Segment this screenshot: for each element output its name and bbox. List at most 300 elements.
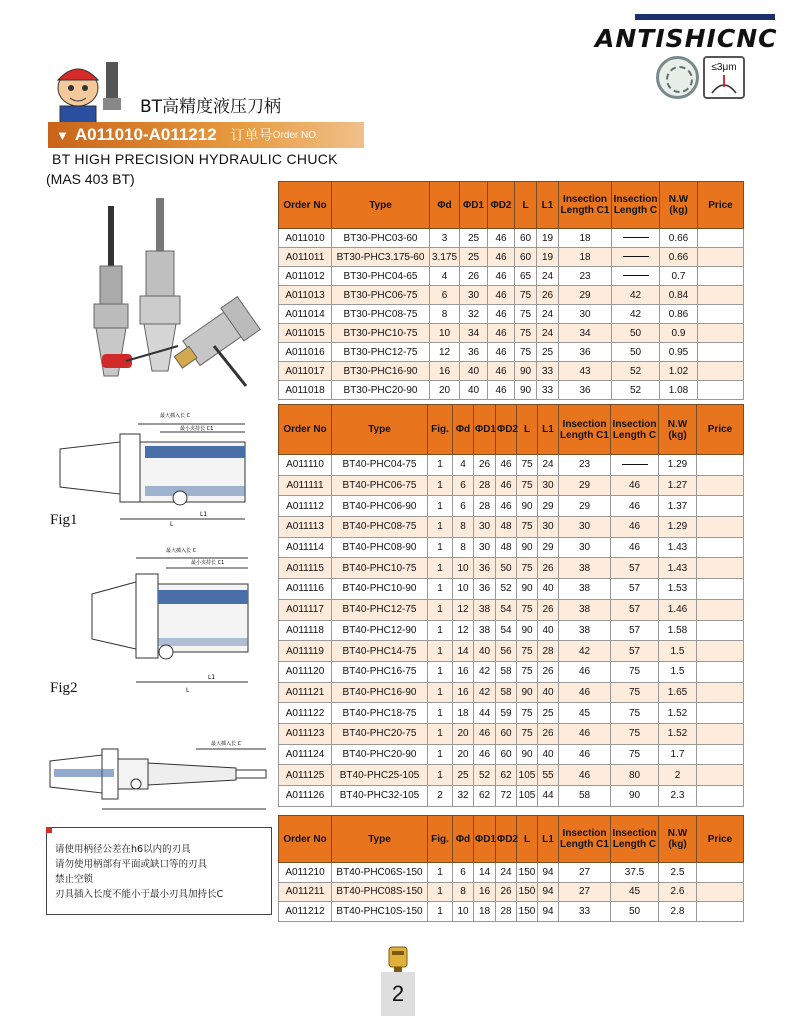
table-cell: A011124 xyxy=(279,744,332,765)
table-cell: 150 xyxy=(517,863,538,883)
table-cell: 75 xyxy=(515,343,537,362)
table-cell: 48 xyxy=(496,537,517,558)
dash-icon xyxy=(622,464,648,465)
table-cell: BT40-PHC06S-150 xyxy=(332,863,428,883)
table-cell: 75 xyxy=(517,703,538,724)
table-cell: 32 xyxy=(453,786,474,807)
table-cell: 29 xyxy=(538,496,559,517)
table-cell: 75 xyxy=(611,703,659,724)
table-cell: 19 xyxy=(537,229,559,248)
column-header: Price xyxy=(697,816,744,863)
svg-text:最小夹持长 C1: 最小夹持长 C1 xyxy=(191,560,225,566)
table-cell: A011113 xyxy=(279,517,332,538)
svg-text:L1: L1 xyxy=(208,674,216,681)
table-cell xyxy=(697,902,744,922)
table-cell: BT40-PHC18-75 xyxy=(332,703,428,724)
bt40-spec-table xyxy=(278,404,744,807)
table-cell: 10 xyxy=(453,579,474,600)
column-header: ΦD1 xyxy=(474,816,496,863)
table-cell: 46 xyxy=(559,723,611,744)
column-header: L1 xyxy=(538,816,559,863)
table-cell: 36 xyxy=(559,343,612,362)
table-cell: 75 xyxy=(517,475,538,496)
table-cell: 1 xyxy=(428,723,453,744)
table-cell: 94 xyxy=(538,882,559,902)
column-header: Insection Length C xyxy=(612,182,660,229)
brand-bar xyxy=(635,14,775,20)
table-row xyxy=(279,599,744,620)
table-cell: 80 xyxy=(611,765,659,786)
table-cell: 90 xyxy=(517,579,538,600)
table-cell: 75 xyxy=(517,723,538,744)
table-cell: 46 xyxy=(611,517,659,538)
table-cell: 26 xyxy=(474,455,496,476)
table-cell: 30 xyxy=(559,517,611,538)
table-cell: 1 xyxy=(428,863,453,883)
table-cell: A011123 xyxy=(279,723,332,744)
table-cell: BT40-PHC08S-150 xyxy=(332,882,428,902)
title-en: BT HIGH PRECISION HYDRAULIC CHUCK xyxy=(52,151,338,167)
table-cell: 26 xyxy=(537,286,559,305)
table-cell: A011013 xyxy=(279,286,332,305)
table-cell: A011121 xyxy=(279,682,332,703)
table-cell: 1.46 xyxy=(659,599,697,620)
table-row xyxy=(279,558,744,579)
svg-text:最大插入长 C: 最大插入长 C xyxy=(166,548,197,554)
svg-text:L: L xyxy=(170,521,174,528)
table-cell: 1 xyxy=(428,682,453,703)
table-cell: BT40-PHC16-90 xyxy=(332,682,428,703)
page-number: 2 xyxy=(381,972,415,1016)
table-cell: 25 xyxy=(460,229,488,248)
brand-name: ANTISHICNC xyxy=(595,24,778,53)
column-header: Insection Length C1 xyxy=(559,182,612,229)
mascot-small-icon xyxy=(386,945,410,973)
mascot-icon xyxy=(48,58,132,128)
table-cell: 75 xyxy=(515,286,537,305)
table-cell: 105 xyxy=(517,765,538,786)
table-cell: A011212 xyxy=(279,902,332,922)
svg-text:L1: L1 xyxy=(200,511,208,518)
table-cell: 60 xyxy=(496,744,517,765)
column-header: Type xyxy=(332,816,428,863)
table-cell: 1 xyxy=(428,641,453,662)
table-cell: BT40-PHC10-75 xyxy=(332,558,428,579)
note-item: 刃具插入长度不能小于最小刃具加持长C xyxy=(55,889,224,900)
table-cell: 44 xyxy=(538,786,559,807)
table-cell: 4 xyxy=(430,267,460,286)
table-cell: 1 xyxy=(428,902,453,922)
table-cell: 28 xyxy=(474,496,496,517)
table-cell: A011118 xyxy=(279,620,332,641)
table-row xyxy=(279,620,744,641)
table-cell: 30 xyxy=(559,537,611,558)
table-cell: 46 xyxy=(559,765,611,786)
table-cell: 2.3 xyxy=(659,786,697,807)
table-cell: 12 xyxy=(430,343,460,362)
precision-gauge-icon xyxy=(656,56,699,99)
table-header-row xyxy=(279,405,744,455)
table-cell: 1 xyxy=(428,744,453,765)
table-cell: 52 xyxy=(496,579,517,600)
title-cn: BT高精度液压刀柄 xyxy=(140,97,282,117)
table-cell: 24 xyxy=(538,455,559,476)
table-cell: 32 xyxy=(460,305,488,324)
table-cell: 3.175 xyxy=(430,248,460,267)
table-cell: 90 xyxy=(611,786,659,807)
table-cell: 14 xyxy=(453,641,474,662)
table-cell: 46 xyxy=(488,324,515,343)
table-cell: 1.58 xyxy=(659,620,697,641)
table-cell: 75 xyxy=(515,324,537,343)
table-cell: 40 xyxy=(538,744,559,765)
table-cell: 90 xyxy=(517,744,538,765)
table-cell: 1.52 xyxy=(659,703,697,724)
table-cell: 26 xyxy=(538,599,559,620)
note-item: 请使用柄径公差在h6以内的刃具 xyxy=(55,844,191,855)
table-cell: 75 xyxy=(517,661,538,682)
table-row xyxy=(279,641,744,662)
table-cell: 14 xyxy=(474,863,496,883)
table-cell xyxy=(697,517,744,538)
table-cell: A011126 xyxy=(279,786,332,807)
table-cell xyxy=(698,362,744,381)
column-header: N.W (kg) xyxy=(659,816,697,863)
table-cell: A011122 xyxy=(279,703,332,724)
table-cell: BT30-PHC12-75 xyxy=(332,343,430,362)
table-cell: BT40-PHC06-75 xyxy=(332,475,428,496)
table-cell xyxy=(697,496,744,517)
table-cell xyxy=(697,475,744,496)
table-cell: A011125 xyxy=(279,765,332,786)
table-cell: 1 xyxy=(428,882,453,902)
table-cell: 6 xyxy=(430,286,460,305)
table-cell: BT30-PHC04-65 xyxy=(332,267,430,286)
table-cell: 24 xyxy=(496,863,517,883)
table-cell xyxy=(697,537,744,558)
column-header: ΦD2 xyxy=(488,182,515,229)
figure-2-label: Fig2 xyxy=(50,680,78,696)
table-cell: 1.43 xyxy=(659,537,697,558)
table-row xyxy=(279,517,744,538)
table-cell: 40 xyxy=(538,620,559,641)
table-cell: 90 xyxy=(517,537,538,558)
table-cell xyxy=(697,579,744,600)
table-cell xyxy=(612,248,660,267)
column-header: ΦD2 xyxy=(496,405,517,455)
table-cell xyxy=(698,229,744,248)
table-cell: 50 xyxy=(611,902,659,922)
table-cell: 46 xyxy=(496,455,517,476)
table-cell: 1 xyxy=(428,558,453,579)
table-cell: BT30-PHC10-75 xyxy=(332,324,430,343)
table-cell: 65 xyxy=(515,267,537,286)
table-cell: 1.29 xyxy=(659,517,697,538)
table-cell: A011211 xyxy=(279,882,332,902)
table-cell: A011210 xyxy=(279,863,332,883)
table-cell: 38 xyxy=(474,620,496,641)
bt30-spec-table xyxy=(278,181,744,400)
table-cell: 30 xyxy=(460,286,488,305)
table-cell: 12 xyxy=(453,599,474,620)
table-cell xyxy=(611,455,659,476)
bt40-slim-spec-table xyxy=(278,815,744,922)
table-cell: 27 xyxy=(559,863,611,883)
table-cell: 52 xyxy=(612,381,660,400)
table-cell: 57 xyxy=(611,599,659,620)
table-cell: 18 xyxy=(453,703,474,724)
table-cell: 1 xyxy=(428,599,453,620)
table-cell: A011120 xyxy=(279,661,332,682)
table-cell: 40 xyxy=(460,381,488,400)
table-cell: BT40-PHC20-90 xyxy=(332,744,428,765)
table-cell: 33 xyxy=(537,362,559,381)
table-cell: A011014 xyxy=(279,305,332,324)
table-cell: 10 xyxy=(453,902,474,922)
column-header: L1 xyxy=(538,405,559,455)
table-row xyxy=(279,475,744,496)
table-cell: 26 xyxy=(538,661,559,682)
column-header: N.W (kg) xyxy=(660,182,698,229)
table-cell: 90 xyxy=(515,381,537,400)
table-cell: A011112 xyxy=(279,496,332,517)
table-row xyxy=(279,765,744,786)
table-row xyxy=(279,286,744,305)
table-cell: 58 xyxy=(559,786,611,807)
table-header-row xyxy=(279,182,744,229)
column-header: Type xyxy=(332,405,428,455)
table-cell xyxy=(698,324,744,343)
table-cell: 57 xyxy=(611,641,659,662)
table-cell: 33 xyxy=(559,902,611,922)
table-cell: 25 xyxy=(538,703,559,724)
product-photo xyxy=(86,196,276,396)
table-cell: 46 xyxy=(488,362,515,381)
column-header: Insection Length C1 xyxy=(559,816,611,863)
table-cell: 23 xyxy=(559,267,612,286)
table-cell: 1.5 xyxy=(659,661,697,682)
table-cell: 20 xyxy=(453,723,474,744)
table-cell: 1 xyxy=(428,765,453,786)
table-cell: 75 xyxy=(611,723,659,744)
table-cell: 94 xyxy=(538,902,559,922)
table-cell: BT40-PHC25-105 xyxy=(332,765,428,786)
table-cell: 48 xyxy=(496,517,517,538)
usage-notes xyxy=(46,827,272,915)
table-cell: 33 xyxy=(537,381,559,400)
table-cell: A011016 xyxy=(279,343,332,362)
table-cell: 24 xyxy=(537,267,559,286)
table-cell: 90 xyxy=(517,682,538,703)
table-cell: 29 xyxy=(559,286,612,305)
figure-3-drawing xyxy=(46,735,276,817)
table-cell: BT40-PHC10S-150 xyxy=(332,902,428,922)
table-row xyxy=(279,902,744,922)
table-cell: 75 xyxy=(611,744,659,765)
table-cell: 38 xyxy=(474,599,496,620)
column-header: ΦD1 xyxy=(460,182,488,229)
dash-icon xyxy=(623,237,649,238)
table-cell: 90 xyxy=(515,362,537,381)
table-cell: 8 xyxy=(453,537,474,558)
table-cell: 2 xyxy=(428,786,453,807)
column-header: Order No xyxy=(279,816,332,863)
table-cell: 26 xyxy=(538,558,559,579)
column-header: Insection Length C1 xyxy=(559,405,611,455)
table-cell: 1.7 xyxy=(659,744,697,765)
table-cell: 2.6 xyxy=(659,882,697,902)
table-cell: A011015 xyxy=(279,324,332,343)
table-cell: 16 xyxy=(453,682,474,703)
table-cell: BT40-PHC10-90 xyxy=(332,579,428,600)
svg-text:最小夹持长 C1: 最小夹持长 C1 xyxy=(180,426,214,432)
table-cell: 1 xyxy=(428,661,453,682)
table-cell: 1.53 xyxy=(659,579,697,600)
table-cell: 62 xyxy=(474,786,496,807)
table-cell: 24 xyxy=(537,324,559,343)
table-row xyxy=(279,703,744,724)
table-cell: BT30-PHC16-90 xyxy=(332,362,430,381)
table-cell: 26 xyxy=(538,723,559,744)
table-cell: BT40-PHC08-75 xyxy=(332,517,428,538)
table-cell: 1 xyxy=(428,620,453,641)
table-cell: 75 xyxy=(611,661,659,682)
column-header: Order No xyxy=(279,405,332,455)
table-cell: 18 xyxy=(559,229,612,248)
table-cell: 60 xyxy=(496,723,517,744)
svg-text:最大插入长 C: 最大插入长 C xyxy=(211,741,242,747)
table-row xyxy=(279,229,744,248)
table-cell: 27 xyxy=(559,882,611,902)
table-cell: 90 xyxy=(517,496,538,517)
table-cell: 40 xyxy=(538,579,559,600)
table-cell: BT40-PHC06-90 xyxy=(332,496,428,517)
note-item: 禁止空锁 xyxy=(55,874,94,885)
table-cell: 46 xyxy=(488,305,515,324)
column-header: Order No xyxy=(279,182,332,229)
table-cell: 16 xyxy=(430,362,460,381)
table-cell: 46 xyxy=(488,248,515,267)
table-cell: 60 xyxy=(515,229,537,248)
table-cell: 30 xyxy=(474,537,496,558)
column-header: L1 xyxy=(537,182,559,229)
dash-icon xyxy=(623,256,649,257)
table-cell: 0.9 xyxy=(660,324,698,343)
table-cell xyxy=(697,620,744,641)
column-header: N.W (kg) xyxy=(659,405,697,455)
table-cell: 29 xyxy=(559,496,611,517)
table-cell: 54 xyxy=(496,620,517,641)
order-range: A011010-A011212 xyxy=(74,125,217,144)
table-cell xyxy=(698,248,744,267)
table-row xyxy=(279,682,744,703)
table-cell: 46 xyxy=(474,744,496,765)
figure-1-drawing xyxy=(50,404,265,529)
table-cell: 34 xyxy=(559,324,612,343)
column-header: Fig. xyxy=(428,816,453,863)
table-cell: 150 xyxy=(517,882,538,902)
table-cell: 34 xyxy=(460,324,488,343)
table-cell: 90 xyxy=(517,620,538,641)
table-row xyxy=(279,863,744,883)
table-cell: BT30-PHC20-90 xyxy=(332,381,430,400)
table-cell: 8 xyxy=(453,517,474,538)
runout-badge xyxy=(703,56,745,99)
table-cell xyxy=(697,599,744,620)
table-cell: 30 xyxy=(538,475,559,496)
table-cell: 46 xyxy=(611,537,659,558)
table-row xyxy=(279,744,744,765)
table-cell: 50 xyxy=(496,558,517,579)
table-cell: A011012 xyxy=(279,267,332,286)
table-cell: 1.08 xyxy=(660,381,698,400)
column-header: Φd xyxy=(453,405,474,455)
table-cell xyxy=(697,558,744,579)
runout-gauge-icon xyxy=(709,73,739,95)
table-cell: 0.84 xyxy=(660,286,698,305)
table-cell: 1.5 xyxy=(659,641,697,662)
table-cell: A011010 xyxy=(279,229,332,248)
table-cell: 10 xyxy=(430,324,460,343)
table-cell: BT40-PHC32-105 xyxy=(332,786,428,807)
table-cell: 20 xyxy=(453,744,474,765)
table-cell: 44 xyxy=(474,703,496,724)
table-cell: 2 xyxy=(659,765,697,786)
table-cell: 150 xyxy=(517,902,538,922)
table-cell: 38 xyxy=(559,579,611,600)
table-cell: 1 xyxy=(428,579,453,600)
table-cell: 1 xyxy=(428,455,453,476)
table-cell: BT40-PHC12-90 xyxy=(332,620,428,641)
table-cell: 25 xyxy=(453,765,474,786)
table-cell: 45 xyxy=(559,703,611,724)
table-cell: 1.27 xyxy=(659,475,697,496)
column-header: L xyxy=(515,182,537,229)
table-cell: 38 xyxy=(559,599,611,620)
table-cell: 36 xyxy=(460,343,488,362)
table-row xyxy=(279,381,744,400)
brand-logo xyxy=(595,14,780,54)
table-cell: 75 xyxy=(517,558,538,579)
figure-1-label: Fig1 xyxy=(50,512,78,528)
table-cell: 16 xyxy=(474,882,496,902)
svg-text:L: L xyxy=(186,687,190,694)
table-cell xyxy=(698,267,744,286)
table-cell: A011119 xyxy=(279,641,332,662)
table-cell: 60 xyxy=(515,248,537,267)
table-cell: 1.43 xyxy=(659,558,697,579)
table-cell: 1 xyxy=(428,475,453,496)
table-cell: 46 xyxy=(496,496,517,517)
table-cell: 75 xyxy=(517,599,538,620)
table-row xyxy=(279,786,744,807)
table-cell: BT40-PHC04-75 xyxy=(332,455,428,476)
table-cell: 12 xyxy=(453,620,474,641)
table-cell: 46 xyxy=(559,661,611,682)
table-cell: 30 xyxy=(559,305,612,324)
table-row xyxy=(279,362,744,381)
table-cell: 2.8 xyxy=(659,902,697,922)
table-cell: 46 xyxy=(559,682,611,703)
table-cell: BT40-PHC16-75 xyxy=(332,661,428,682)
table-row xyxy=(279,305,744,324)
table-cell xyxy=(698,343,744,362)
table-cell: 75 xyxy=(517,641,538,662)
table-cell: 26 xyxy=(460,267,488,286)
table-cell: 19 xyxy=(537,248,559,267)
table-cell: 42 xyxy=(474,661,496,682)
table-cell: 42 xyxy=(559,641,611,662)
